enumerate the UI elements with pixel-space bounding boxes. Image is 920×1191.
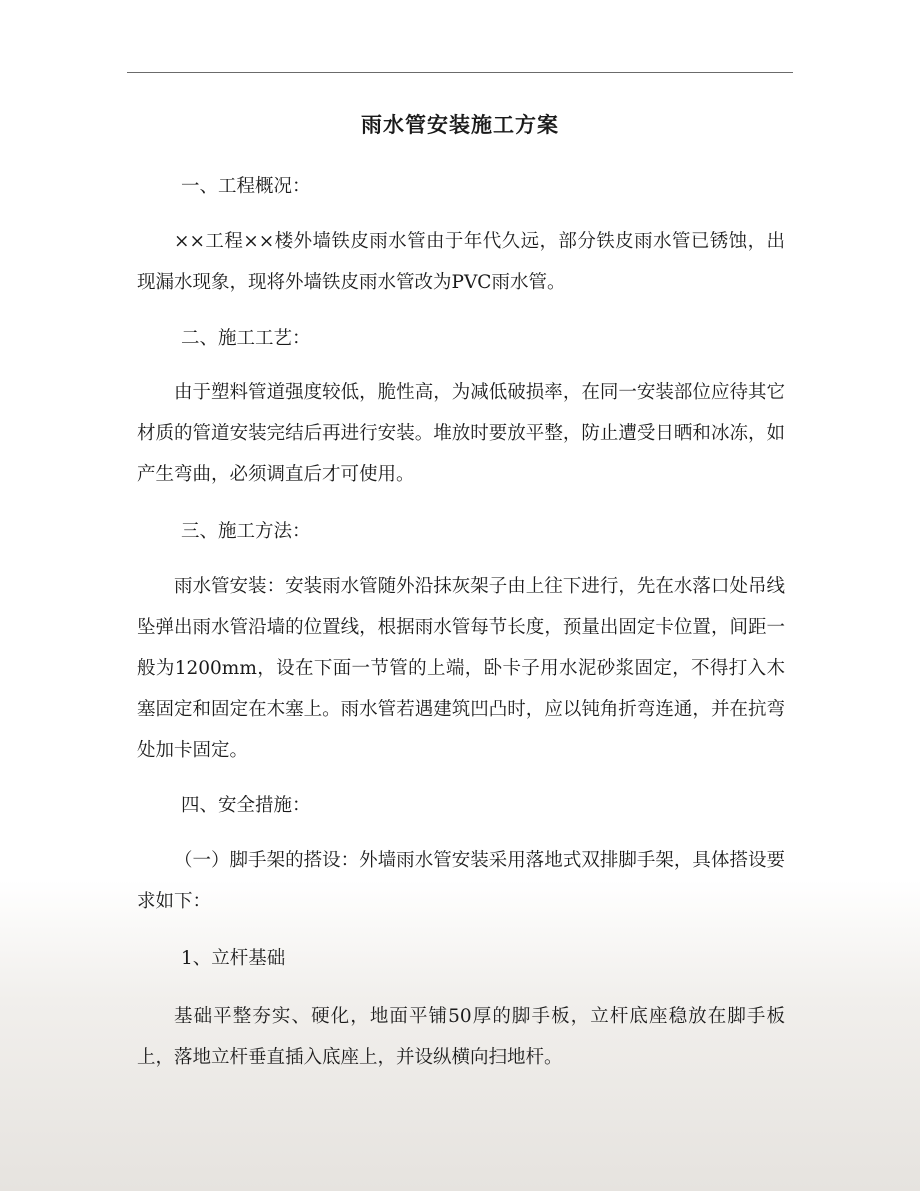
section-heading-safety: 四、安全措施： <box>181 795 311 816</box>
section-heading-method: 三、施工方法： <box>181 521 311 542</box>
header-rule <box>127 72 793 73</box>
paragraph-overview: ××工程××楼外墙铁皮雨水管由于年代久远，部分铁皮雨水管已锈蚀，出现漏水现象，现将外墙铁皮雨水管改为PVC雨水管。 <box>137 231 785 293</box>
paragraph-pole-foundation: 基础平整夯实、硬化，地面平铺50厚的脚手板，立杆底座稳放在脚手板上，落地立杆垂直插入底座上，并设纵横向扫地杆。 <box>137 1006 785 1068</box>
subheading-pole-foundation: 1、立杆基础 <box>181 948 286 969</box>
document-title: 雨水管安装施工方案 <box>361 112 559 137</box>
section-heading-process: 二、施工工艺： <box>181 328 311 349</box>
paragraph-scaffold: （一）脚手架的搭设：外墙雨水管安装采用落地式双排脚手架，具体搭设要求如下： <box>137 850 785 912</box>
paragraph-process: 由于塑料管道强度较低，脆性高，为减低破损率，在同一安装部位应待其它材质的管道安装完结后再进行安装。堆放时要放平整，防止遭受日晒和冰冻，如产生弯曲，必须调直后才可使用。 <box>137 382 785 485</box>
paragraph-method: 雨水管安装：安装雨水管随外沿抹灰架子由上往下进行，先在水落口处吊线坠弹出雨水管沿墙的位置线，根据雨水管每节长度，预量出固定卡位置，间距一般为1200mm，设在下面一节管的上端，卧卡子用水泥砂浆固定，不得打入木塞固定和固定在木塞上。雨水管若遇建筑凹凸时，应以钝角折弯连通，并在抗弯处加卡固定。 <box>137 576 785 761</box>
section-heading-overview: 一、工程概况： <box>181 176 311 197</box>
